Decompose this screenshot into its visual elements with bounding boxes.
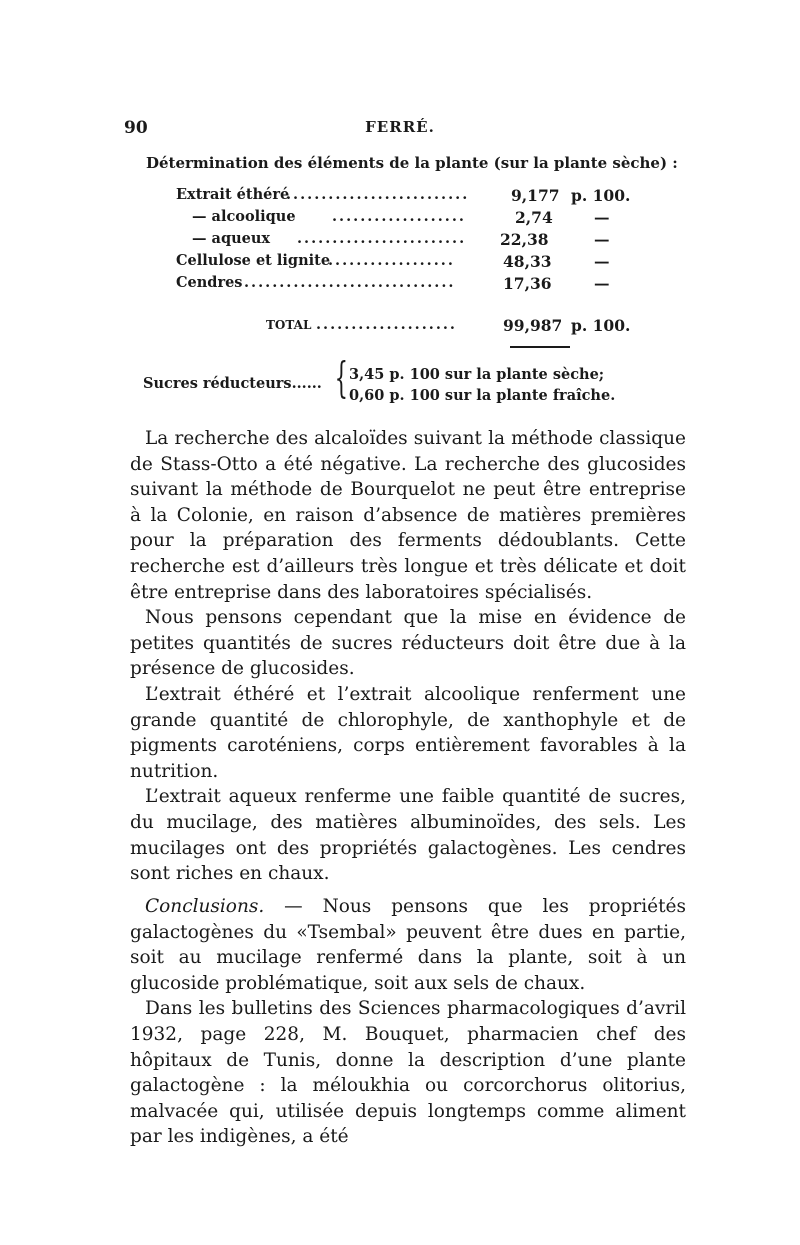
running-title: FERRÉ. [365,118,435,136]
row-label: Cendres [176,274,243,291]
row-value: 17,36 [503,274,552,293]
page-number: 90 [124,118,148,138]
row-value: 22,38 [500,230,549,249]
leader-dots: .......................... [286,186,470,203]
row-label: Cellulose et lignite [176,252,331,269]
row-value: 2,74 [515,208,553,227]
table-row [176,252,636,274]
total-unit: p. 100. [571,316,631,335]
paragraph [130,894,686,996]
table-row [192,208,636,230]
total-label: TOTAL [266,318,312,332]
paragraph: La recherche des alcaloïdes suivant la méthode classique de Stass-Otto a été négative. La recherche des glucosides suivant la méthode de Bourquelot ne peut être entreprise à la Colonie, en raison d’absence de matières premières pour la préparation des ferments dédoublants. Cette recherche est d’ailleurs très longue et très délicate et doit être entreprise dans des laboratoires spécialisés. [130,428,686,603]
conclusions-text: — Nous pensons que les propriétés galactogènes du «Tsembal» peuvent être dues en partie, soit au mucilage renfermé dans la plante, soit à un glucoside problématique, soit aux sels de chaux. [130,896,686,994]
row-unit: p. 100. [571,186,631,205]
leader-dots: .................... [316,316,457,333]
paragraph: L’extrait aqueux renferme une faible quantité de sucres, du mucilage, des matières albuminoïdes, des sels. Les mucilages ont des propriétés galactogènes. Les cendres sont riches en chaux. [130,786,686,885]
leader-dots: .................. [328,252,455,269]
sucres-line: 3,45 p. 100 sur la plante sèche; [349,366,605,383]
paragraph: Nous pensons cependant que la mise en évidence de petites quantités de sucres réducteurs doit être due à la présence de glucosides. [130,607,686,680]
paragraph: L’extrait éthéré et l’extrait alcoolique renferment une grande quantité de chlorophyle, de xanthophyle et de pigments caroténiens, corps entièrement favorables à la nutrition. [130,683,686,782]
leader-dots: ........................ [297,230,467,247]
row-unit: — [594,274,610,293]
row-value: 48,33 [503,252,552,271]
sucres-label [143,375,322,392]
table-total-row [266,316,636,338]
row-unit: — [594,252,610,271]
body-text-block [130,426,686,887]
total-value: 99,987 [503,316,563,335]
row-unit: — [594,230,610,249]
total-underline [510,346,570,348]
paragraph: Dans les bulletins des Sciences pharmacologiques d’avril 1932, page 228, M. Bouquet, pharmacien chef des hôpitaux de Tunis, donne la description d’une plante galactogène : la méloukhia ou corcorchorus olitorius, malvacée qui, utilisée depuis longtemps comme aliment par les indigènes, a été [130,998,686,1148]
sucres-line: 0,60 p. 100 sur la plante fraîche. [349,387,616,404]
conclusions-block [130,894,686,1150]
conclusions-label: Conclusions. [145,896,265,917]
table-row [176,274,636,296]
table-row [192,230,636,252]
table-row [176,186,636,208]
table-heading: Détermination des éléments de la plante (sur la plante sèche) : [146,154,678,172]
row-label: — aqueux [192,230,271,247]
row-label: — alcoolique [192,208,296,225]
leader-dots: ................... [332,208,466,225]
row-unit: — [594,208,610,227]
sucres-leader-dots: ...... [291,375,322,392]
row-label: Extrait éthéré [176,186,290,203]
row-value: 9,177 [511,186,560,205]
leader-dots: .............................. [244,274,456,291]
sucres-label-text: Sucres réducteurs [143,375,292,392]
curly-brace: { [334,353,349,402]
